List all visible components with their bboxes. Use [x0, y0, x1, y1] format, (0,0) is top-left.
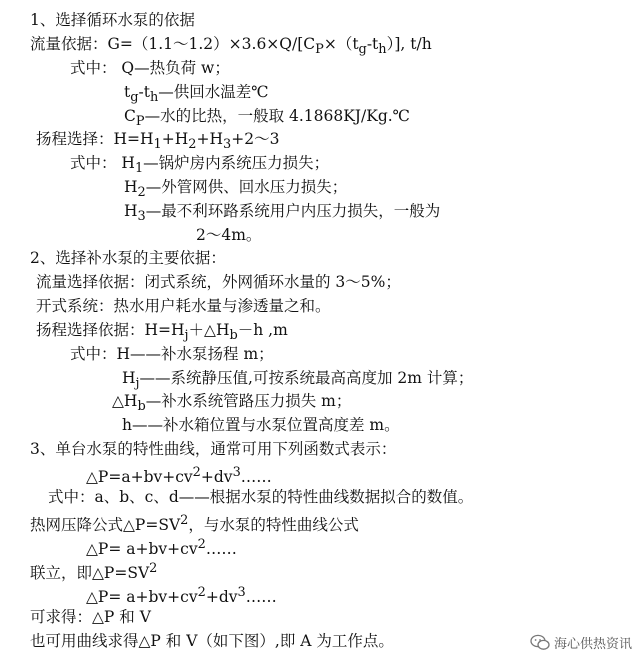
- watermark: [530, 633, 632, 652]
- open-system: 开式系统：热水用户耗水量与渗透量之和。: [36, 297, 331, 315]
- h2-def: $H_2—$外管网供、回水压力损失；: [124, 178, 348, 201]
- where-h-makeup: 式中：H——补水泵扬程 m；: [70, 345, 274, 363]
- makeup-flow-basis: 流量选择依据：闭式系统，外网循环水量的 3～5%；: [36, 273, 401, 291]
- where-q: 式中： Q—热负荷 w；: [70, 59, 230, 77]
- watermark-text: 海心供热资讯: [553, 637, 632, 652]
- head-selection-formula: 扬程选择：$H=H_1+H_2+H_3+2\sim 3$: [36, 130, 280, 153]
- section-3-heading: 3、单台水泵的特性曲线，通常可用下列函数式表示：: [30, 440, 397, 458]
- simultaneous: 联立，即$\triangle P=SV^2$: [30, 561, 158, 583]
- makeup-head-formula: 扬程选择依据：$H=H_j+\triangle H_b-h$ ,m: [36, 321, 288, 344]
- network-pressure-drop: 热网压降公式$\triangle P=SV^2$，与水泵的特性曲线公式: [30, 513, 359, 535]
- wechat-icon: [530, 634, 550, 651]
- where-coefficients: 式中：a、b、c、d——根据水泵的特性曲线数据拟合的数值。: [48, 488, 474, 506]
- section-2-heading: 2、选择补水泵的主要依据：: [30, 249, 226, 267]
- specific-heat-def: $C_P—$水的比热，一般取 4.1868KJ/Kg.℃: [124, 107, 411, 130]
- pump-curve-formula: $\triangle P=a+bv+cv^2+dv^3\dots\dots$: [86, 465, 272, 487]
- section-1-heading: 1、选择循环水泵的依据: [30, 11, 195, 29]
- pump-curve-short: △P= $a+bv+cv^2\dots\dots$: [86, 537, 237, 559]
- hj-def: $H_j——$系统静压值,可按系统最高高度加 2m 计算；: [122, 369, 474, 392]
- pump-curve-full: △P= $a+bv+cv^2+dv^3\dots\dots$: [86, 585, 277, 607]
- delta-hb-def: $\triangle H_b—$补水系统管路压力损失 m；: [112, 392, 352, 415]
- where-h1: 式中： $H_1—$锅炉房内系统压力损失；: [70, 154, 330, 177]
- flow-basis-formula: 流量依据：$G=(1.1\sim 1.2)\times 3.6\times Q/[C_P\times(t_g-t_h)]$, t/h: [30, 35, 432, 58]
- operating-point-note: 也可用曲线求得△P 和 V（如下图）,即 A 为工作点。: [30, 632, 394, 650]
- h3-range: 2～4m。: [196, 226, 262, 244]
- h-def: h——补水箱位置与水泵位置高度差 m。: [122, 416, 400, 434]
- solve-result: 可求得：△P 和 V: [30, 608, 151, 626]
- temp-diff-def: $t_g-t_h—$供回水温差℃: [124, 83, 269, 106]
- h3-def: $H_3—$最不利环路系统用户内压力损失，一般为: [124, 202, 441, 225]
